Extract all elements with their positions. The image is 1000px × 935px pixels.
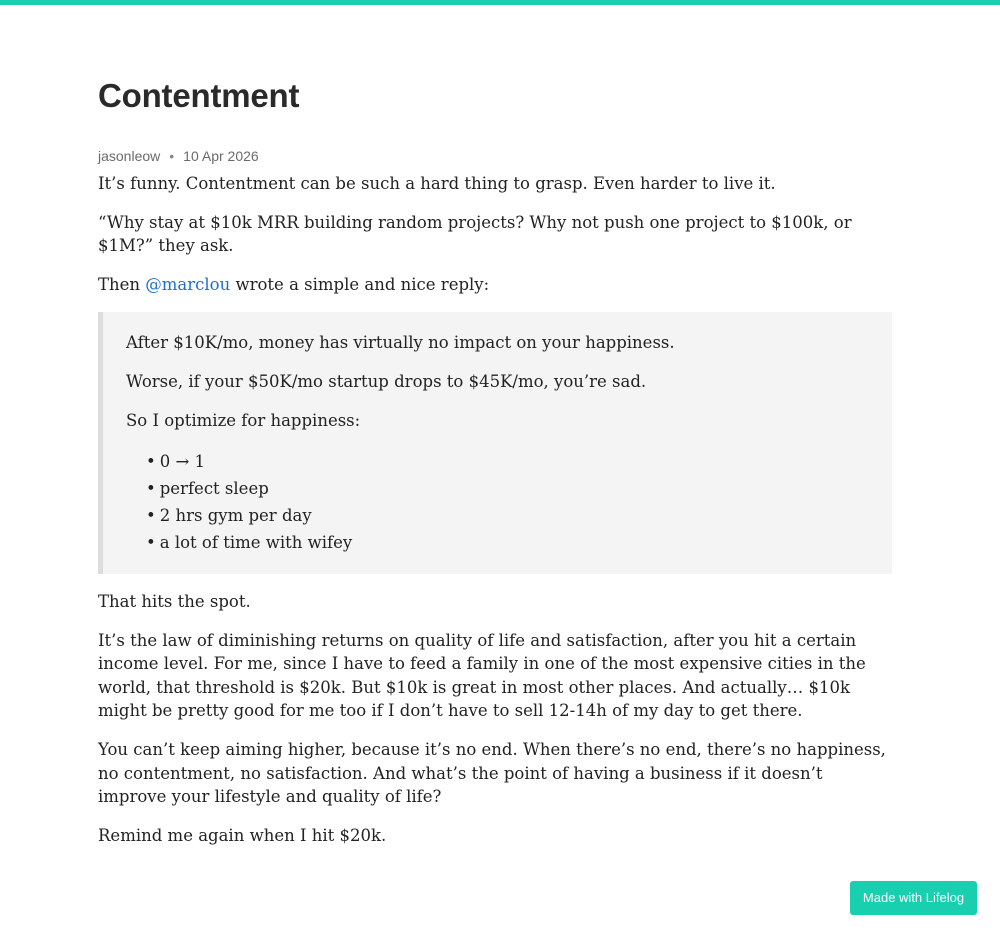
paragraph-intro-1: It’s funny. Contentment can be such a hard thing to grasp. Even harder to live it. (98, 174, 776, 193)
list-item: • 2 hrs gym per day (146, 502, 872, 529)
paragraph-after-2: It’s the law of diminishing returns on quality of life and satisfaction, after you hit a certain income level. For me, since I have to feed a family in one of the most expensive cities in the world, that threshold is $20k. But $10k is great in most other places. And actually… $10k might be pretty good for me too if I don’t have to sell 12-14h of my day to get there. (98, 631, 866, 721)
top-accent-bar (0, 0, 1000, 5)
list-item: • perfect sleep (146, 475, 872, 502)
paragraph-after-1: That hits the spot. (98, 592, 251, 611)
made-with-lifelog-button[interactable]: Made with Lifelog (850, 881, 977, 915)
paragraph-after-3: You can’t keep aiming higher, because it’s no end. When there’s no end, there’s no happiness, no contentment, no satisfaction. And what’s the point of having a business if it doesn’t improve your lifestyle and quality of life? (98, 740, 886, 807)
post-author[interactable]: jasonleow (98, 148, 161, 164)
post-body (98, 172, 892, 863)
list-item: • a lot of time with wifey (146, 529, 872, 556)
post-meta (98, 147, 259, 165)
paragraph-after-4: Remind me again when I hit $20k. (98, 826, 387, 846)
quote-line-2: Worse, if your $50K/mo startup drops to $45K/mo, you’re sad. (126, 372, 647, 392)
post-date: 10 Apr 2026 (183, 148, 259, 164)
post-title: Contentment (98, 77, 300, 114)
mention-link[interactable]: @marclou (145, 275, 231, 295)
quote-block (98, 312, 892, 574)
quote-line-3: So I optimize for happiness: (126, 411, 361, 431)
reply-prefix: Then (98, 275, 146, 295)
meta-separator: • (169, 148, 175, 164)
paragraph-intro-2: “Why stay at $10k MRR building random projects? Why not push one project to $100k, or $1M?” they ask. (98, 213, 852, 256)
paragraph-reply (98, 273, 892, 296)
reply-suffix: wrote a simple and nice reply: (230, 275, 490, 295)
quote-list (126, 448, 872, 556)
list-item: • 0 → 1 (146, 448, 872, 475)
quote-line-1: After $10K/mo, money has virtually no impact on your happiness. (126, 333, 675, 353)
